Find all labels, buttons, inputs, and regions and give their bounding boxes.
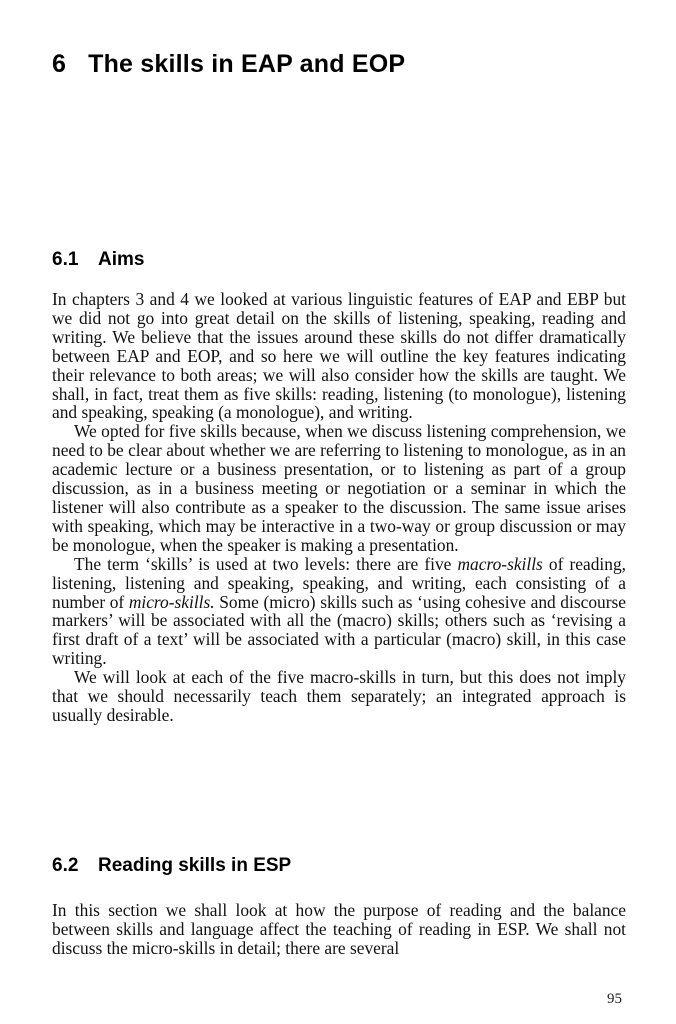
- chapter-title: [52, 50, 405, 79]
- paragraph: [52, 555, 626, 668]
- page-number: 95: [607, 991, 622, 1007]
- paragraph-text: The term ‘skills’ is used at two levels: there are five: [74, 553, 458, 574]
- chapter-title-text: The skills in EAP and EOP: [88, 50, 406, 78]
- section-body-aims: [52, 290, 626, 725]
- paragraph-text: Some (micro) skills such as ‘using cohesive and discourse markers’ will be associated with all the (macro) skills; others such as ‘revising a first draft of a text’ will be associated with a particular (macro) skill, in this case writing.: [52, 591, 626, 669]
- section-number: 6.1: [52, 249, 79, 270]
- paragraph: In chapters 3 and 4 we looked at various linguistic features of EAP and EBP but we did not go into great detail on the skills of listening, speaking, reading and writing. We believe that the issues around these skills do not differ dramatically between EAP and EOP, and so here we will outline the key features indicating their relevance to both areas; we will also consider how the skills are taught. We shall, in fact, treat them as five skills: reading, listening (to monologue), listening and speaking, speaking (a monologue), and writing.: [52, 289, 626, 423]
- section-title: Reading skills in ESP: [98, 855, 292, 876]
- paragraph: We opted for five skills because, when we discuss listening comprehension, we need to be clear about whether we are referring to listening to monologue, as in an academic lecture or a business presentation, or to listening as part of a group discussion, as in a business meeting or negotiation or a seminar in which the listener will also contribute as a speaker to the discussion. The same issue arises with speaking, which may be interactive in a two-way or group discussion or may be monologue, when the speaker is making a presentation.: [52, 421, 626, 555]
- section-body-reading-skills: [52, 901, 626, 958]
- section-heading-reading-skills: [52, 855, 291, 877]
- section-heading-aims: [52, 249, 144, 271]
- paragraph-text: of reading, listening, listening and speaking, speaking, and writing, each consisting of a number of: [52, 553, 626, 612]
- section-title: Aims: [98, 249, 145, 270]
- emphasis-term: micro-skills.: [128, 591, 215, 612]
- section-number: 6.2: [52, 855, 79, 876]
- chapter-number: 6: [52, 50, 67, 78]
- emphasis-term: macro-skills: [457, 553, 543, 574]
- paragraph: We will look at each of the five macro-skills in turn, but this does not imply that we should necessarily teach them separately; an integrated approach is usually desirable.: [52, 667, 626, 725]
- paragraph: In this section we shall look at how the purpose of reading and the balance between skills and language affect the teaching of reading in ESP. We shall not discuss the micro-skills in detail; there are several: [52, 900, 626, 958]
